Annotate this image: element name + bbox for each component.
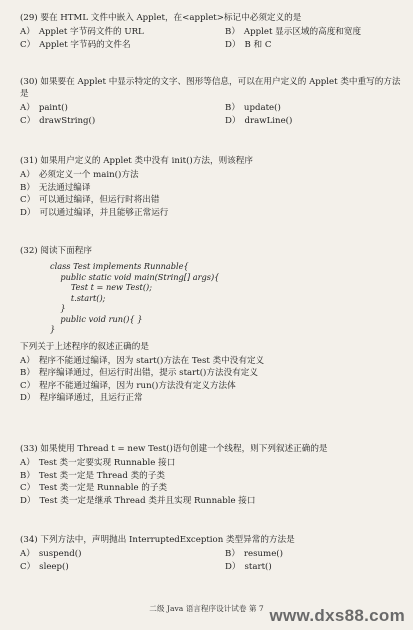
option-b: B） Test 类一定是 Thread 类的子类: [20, 470, 165, 481]
question-stem: (33) 如果使用 Thread t = new Test()语句创建一个线程，则下列叙述正确的是: [20, 444, 328, 454]
question-29: [20, 12, 401, 51]
option-b: B） Applet 显示区域的高度和宽度: [225, 27, 362, 37]
option-c: C） 程序不能通过编译，因为 run()方法没有定义方法体: [20, 380, 236, 391]
option-a: A） suspend(): [20, 549, 82, 559]
options: [20, 102, 401, 127]
code-block: [20, 261, 401, 335]
options: [20, 169, 401, 219]
options: [20, 26, 401, 51]
option-c: C） drawString(): [20, 115, 96, 126]
code-line: }: [50, 303, 66, 313]
question-stem: (30) 如果要在 Applet 中显示特定的文字、图形等信息，可以在用户定义的 Applet 类中重写的方法是: [20, 77, 401, 99]
option-a: A） Applet 字节码文件的 URL: [20, 27, 144, 37]
question-34: [20, 534, 401, 573]
option-a: A） Test 类一定要实现 Runnable 接口: [20, 458, 176, 468]
site-watermark: www.dxs88.com: [269, 606, 405, 625]
option-d: D） Test 类一定是继承 Thread 类并且实现 Runnable 接口: [20, 495, 256, 506]
options: [20, 548, 401, 573]
question-stem: (34) 下列方法中，声明抛出 InterruptedException 类型异常的方法是: [20, 535, 295, 545]
option-d: D） 程序编译通过，且运行正常: [20, 393, 143, 403]
option-d: D） 可以通过编译，并且能够正常运行: [20, 207, 169, 218]
option-d: D） start(): [225, 561, 272, 572]
option-b: B） resume(): [225, 549, 284, 559]
options: [20, 457, 401, 507]
question-prompt: 下列关于上述程序的叙述正确的是: [20, 341, 149, 352]
option-b: B） 无法通过编译: [20, 182, 91, 193]
code-line: t.start();: [50, 292, 106, 303]
code-line: }: [50, 324, 56, 334]
question-31: [20, 155, 401, 219]
code-line: Test t = new Test();: [50, 282, 152, 292]
option-d: D） drawLine(): [225, 115, 293, 126]
option-c: C） sleep(): [20, 561, 69, 572]
code-line: public static void main(String[] args){: [50, 271, 220, 282]
option-b: B） 程序编译通过，但运行时出错，提示 start()方法没有定义: [20, 368, 258, 378]
option-a: A） 程序不能通过编译，因为 start()方法在 Test 类中没有定义: [20, 355, 265, 366]
options: [20, 355, 401, 405]
option-c: C） Applet 字节码的文件名: [20, 39, 131, 50]
option-c: C） Test 类一定是 Runnable 的子类: [20, 483, 168, 493]
question-stem: (29) 要在 HTML 文件中嵌入 Applet，在<applet>标记中必须定义的是: [20, 13, 302, 23]
option-a: A） 必须定义一个 main()方法: [20, 170, 139, 180]
page-footer: 二级 Java 语言程序设计试卷 第 7: [149, 604, 264, 613]
question-stem: (32) 阅读下面程序: [20, 246, 92, 256]
option-c: C） 可以通过编译，但运行时将出错: [20, 195, 160, 205]
question-33: [20, 443, 401, 507]
code-line: class Test implements Runnable{: [50, 261, 189, 271]
option-d: D） B 和 C: [225, 39, 272, 50]
option-a: A） paint(): [20, 103, 68, 113]
question-32: [20, 245, 401, 405]
option-b: B） update(): [225, 103, 281, 113]
question-stem: (31) 如果用户定义的 Applet 类中没有 init()方法，则该程序: [20, 156, 253, 166]
question-30: [20, 76, 401, 127]
code-line: public void run(){ }: [50, 313, 143, 324]
